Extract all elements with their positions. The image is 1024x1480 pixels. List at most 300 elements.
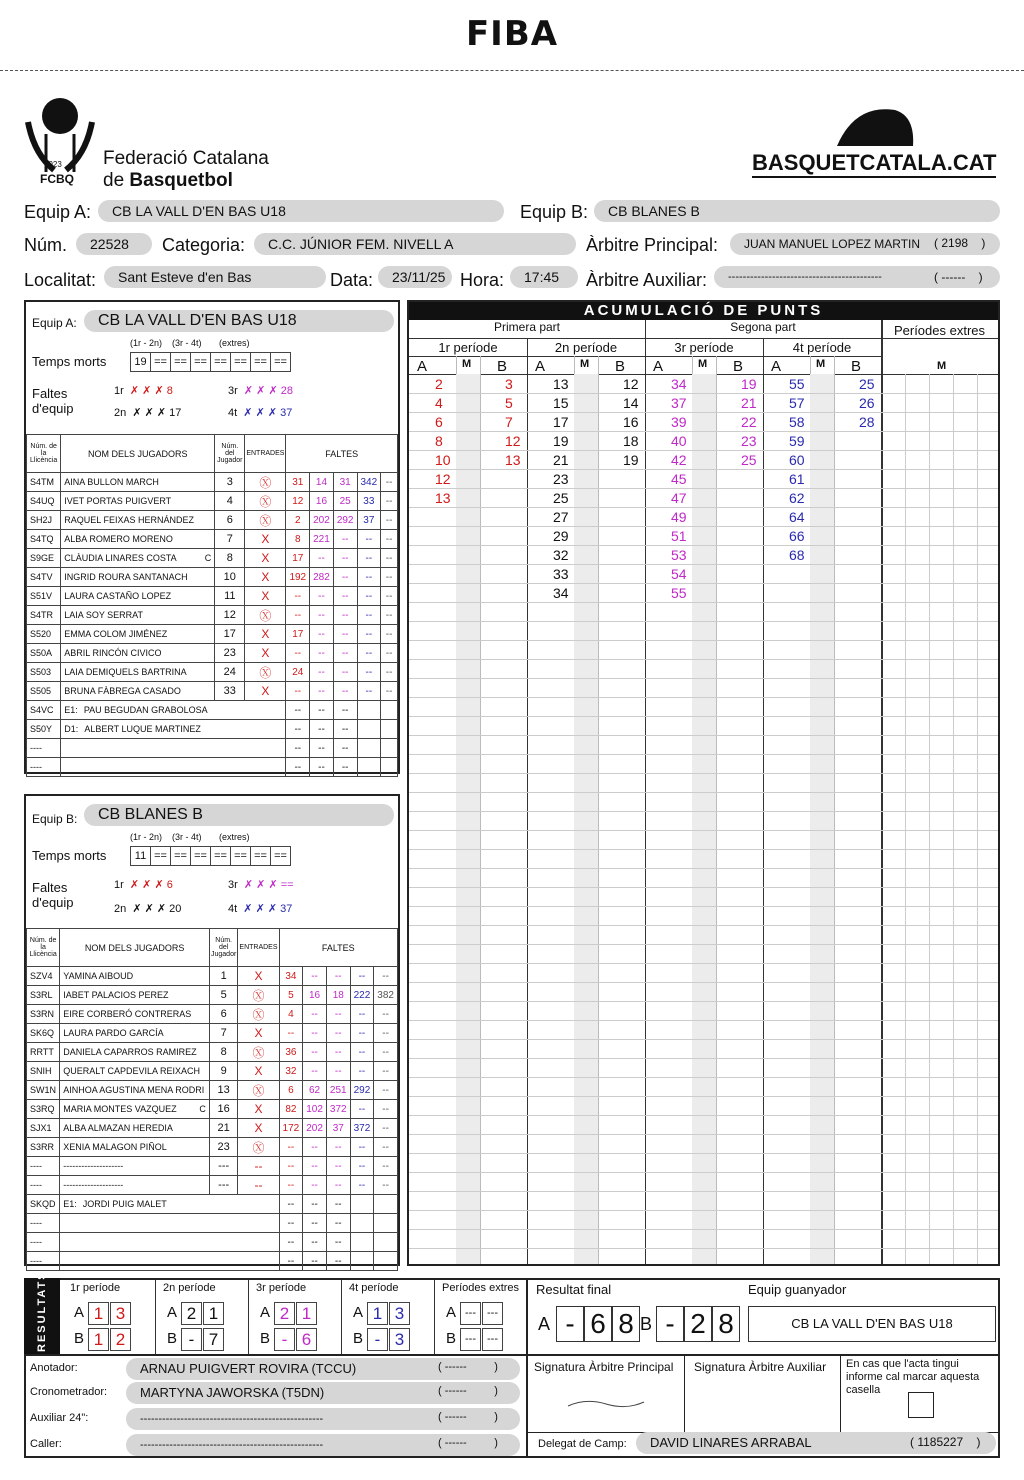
final-a-letter: A — [538, 1314, 551, 1334]
aux-referee-code-value: ------ — [941, 270, 966, 284]
staff-foul-cell: -- — [333, 720, 357, 739]
fcbq-logo — [24, 94, 96, 186]
quarter-team-letter: B — [260, 1330, 271, 1347]
divider — [0, 70, 1024, 71]
federation-name — [103, 148, 269, 192]
player-row — [27, 473, 398, 492]
foul-cell: -- — [350, 967, 374, 986]
staff-foul-cell: -- — [286, 701, 310, 720]
running-score-a: 64 — [789, 509, 805, 525]
foul-cell: -- — [381, 511, 398, 530]
scorer-label: Anotador: — [30, 1362, 78, 1374]
winner-label: Equip guanyador — [748, 1282, 847, 1297]
foul-cell: -- — [333, 644, 357, 663]
date-field: 23/11/25 — [378, 266, 452, 288]
aux24-code-value: ( ------ — [438, 1411, 467, 1423]
player-name-cell — [61, 587, 215, 606]
quarter-score-digit: --- — [482, 1328, 503, 1351]
caller-label: Caller: — [30, 1438, 62, 1450]
foul-cell: -- — [286, 644, 310, 663]
player-name: YAMINA AIBOUD — [63, 971, 134, 981]
protest-note: En cas que l'acta tingui informe cal marcar aquesta casella — [846, 1358, 980, 1396]
entry-mark: X — [245, 587, 286, 606]
running-score-a: 13 — [435, 490, 451, 506]
final-result-box — [526, 1278, 1002, 1354]
staff-foul-cell — [374, 1252, 398, 1271]
licence: S3RL — [27, 986, 60, 1005]
player-name: LAURA CASTAÑO LOPEZ — [64, 591, 172, 601]
final-a-digit: 8 — [612, 1306, 640, 1342]
player-number: 9 — [209, 1062, 238, 1081]
foul-cell: -- — [326, 1062, 350, 1081]
foul-cell: -- — [381, 682, 398, 701]
running-score-a: 62 — [789, 490, 805, 506]
player-name: ABRIL RINCÓN CIVICO — [64, 648, 162, 658]
caller-code-value: ( ------ — [438, 1437, 467, 1449]
foul-cell: -- — [381, 606, 398, 625]
staff-foul-cell — [381, 758, 398, 777]
col-licence-header: Núm. de la Llicència — [27, 435, 61, 473]
foul-cell: -- — [279, 1157, 303, 1176]
second-half-label: Segona part — [730, 320, 796, 334]
staff-foul-cell: -- — [303, 1233, 327, 1252]
staff-foul-cell: -- — [326, 1214, 350, 1233]
fouls-q4-value: 37 — [280, 407, 293, 419]
foul-cell: -- — [286, 606, 310, 625]
player-number: --- — [209, 1176, 238, 1195]
timeouts-label: Temps morts — [32, 354, 107, 369]
federation-line2a: de — [103, 170, 130, 191]
foul-cell: -- — [279, 1138, 303, 1157]
extra-periods-label: Períodes extres — [893, 323, 986, 338]
quarter-team-letter: B — [167, 1330, 178, 1347]
period1-label: 1r període — [438, 340, 498, 355]
foul-cell: -- — [374, 967, 398, 986]
foul-cell: 25 — [333, 492, 357, 511]
running-score-a: 25 — [553, 490, 569, 506]
final-b-score — [656, 1306, 740, 1342]
licence: S51V — [27, 587, 61, 606]
player-name: DANIELA CAPARROS RAMIREZ — [63, 1047, 197, 1057]
licence: SK6Q — [27, 1024, 60, 1043]
running-score-b: 23 — [741, 433, 757, 449]
col-number-header: Núm. del Jugador — [215, 435, 245, 473]
timeout-box: == — [151, 353, 171, 372]
timeout-box: == — [271, 353, 291, 372]
running-score-a: 4 — [435, 395, 443, 411]
foul-cell: 32 — [279, 1062, 303, 1081]
timeout-box: == — [171, 847, 191, 866]
foul-cell: -- — [279, 1024, 303, 1043]
running-score-a: 60 — [789, 452, 805, 468]
staff-foul-cell: -- — [310, 701, 334, 720]
staff-licence: S50Y — [27, 720, 61, 739]
player-row — [27, 663, 398, 682]
staff-role: E1: — [63, 1199, 77, 1209]
aux24-field: -------------------------------------------------- — [126, 1408, 520, 1430]
player-name-cell — [61, 644, 215, 663]
quarter-result-label: 4t període — [349, 1282, 399, 1294]
quarter-score-digit: 2 — [110, 1328, 131, 1351]
running-score-a: 2 — [435, 376, 443, 392]
running-score-b: 12 — [505, 433, 521, 449]
foul-cell: -- — [381, 473, 398, 492]
staff-foul-cell — [350, 1233, 374, 1252]
player-name: XENIA MALAGON PIÑOL — [63, 1142, 167, 1152]
foul-cell: -- — [357, 644, 381, 663]
foul-cell: 372 — [350, 1119, 374, 1138]
locality-label: Localitat: — [24, 270, 97, 290]
staff-name: PAU BEGUDAN GRABOLOSA — [83, 705, 208, 715]
foul-cell: -- — [303, 1024, 327, 1043]
player-name-cell — [60, 967, 210, 986]
foul-cell: 31 — [333, 473, 357, 492]
staff-row — [27, 739, 398, 758]
category-label: Categoria: — [162, 235, 246, 255]
running-score-a: 33 — [553, 566, 569, 582]
player-name: LAURA PARDO GARCÍA — [63, 1028, 164, 1038]
foul-cell: -- — [350, 1005, 374, 1024]
player-name: AINA BULLON MARCH — [64, 477, 159, 487]
player-row — [27, 1176, 398, 1195]
period4-label: 4t període — [792, 340, 852, 355]
quarter-score-digit: 2 — [181, 1302, 202, 1325]
player-number: --- — [209, 1157, 238, 1176]
timeout-box: == — [191, 847, 211, 866]
foul-cell: -- — [357, 682, 381, 701]
col-name-header: NOM DELS JUGADORS — [60, 929, 210, 967]
foul-cell: -- — [326, 967, 350, 986]
staff-name-cell — [61, 720, 286, 739]
running-score-b: 14 — [623, 395, 639, 411]
licence: S3RN — [27, 1005, 60, 1024]
foul-cell: -- — [333, 663, 357, 682]
aux-referee-field: ------------------------------------------ — [714, 266, 1000, 288]
staff-foul-cell: -- — [326, 1233, 350, 1252]
running-score-b: 7 — [505, 414, 513, 430]
running-score-a: 57 — [789, 395, 805, 411]
player-number: 5 — [209, 986, 238, 1005]
foul-cell: 102 — [303, 1100, 327, 1119]
entry-mark: X — [238, 1062, 279, 1081]
site-name: BASQUETCATALA.CAT — [752, 150, 996, 178]
signature-aux-label: Signatura Àrbitre Auxiliar — [694, 1360, 827, 1374]
player-number: 16 — [209, 1100, 238, 1119]
column-letter: A — [535, 358, 546, 375]
fouls-q2-value: 20 — [169, 903, 182, 915]
team-a-label: Equip A: — [24, 202, 92, 222]
delegate-code-value: ( 1185227 — [910, 1435, 964, 1449]
running-score-a: 40 — [671, 433, 687, 449]
foul-cell: -- — [333, 587, 357, 606]
staff-foul-cell: -- — [286, 758, 310, 777]
running-score-b: 26 — [859, 395, 875, 411]
team-fouls-q2: 2n ✗ ✗ ✗ 20 — [114, 903, 182, 915]
aux24-label: Auxiliar 24": — [30, 1412, 89, 1424]
grid-values — [409, 302, 998, 1264]
foul-cell: -- — [303, 1176, 327, 1195]
player-row — [27, 606, 398, 625]
entry-mark: X — [245, 644, 286, 663]
player-name: EIRE CORBERÓ CONTRERAS — [63, 1009, 192, 1019]
staff-licence: ---- — [27, 739, 61, 758]
foul-cell: 192 — [286, 568, 310, 587]
entry-mark: Ⓧ — [245, 511, 286, 530]
licence: S4TQ — [27, 530, 61, 549]
player-name-cell — [60, 1043, 210, 1062]
foul-cell: -- — [350, 1157, 374, 1176]
periods-header: (1r - 2n) (3r - 4t) (extres) — [130, 832, 250, 842]
foul-cell: 251 — [326, 1081, 350, 1100]
foul-cell: 37 — [326, 1119, 350, 1138]
protest-checkbox[interactable] — [908, 1392, 934, 1418]
num-label: Núm. — [24, 235, 68, 255]
referee-signature — [566, 1396, 646, 1410]
hour-field: 17:45 — [510, 266, 578, 288]
team-fouls-q4: 4t ✗ ✗ ✗ 37 — [228, 407, 293, 419]
period2-label: 2n període — [554, 340, 618, 355]
num-field: 22528 — [76, 233, 152, 255]
player-name: RAQUEL FEIXAS HERNÁNDEZ — [64, 515, 194, 525]
player-row — [27, 568, 398, 587]
fouls-q3-value: == — [280, 879, 294, 891]
final-b-digit: 2 — [684, 1306, 712, 1342]
running-score-a: 8 — [435, 433, 443, 449]
foul-cell: -- — [381, 530, 398, 549]
foul-cell: 342 — [357, 473, 381, 492]
foul-cell: -- — [350, 1176, 374, 1195]
foul-cell: 202 — [310, 511, 334, 530]
foul-cell: -- — [374, 1043, 398, 1062]
running-score-a: 45 — [671, 471, 687, 487]
foul-cell: -- — [333, 682, 357, 701]
final-b-letter: B — [640, 1314, 653, 1334]
delegate-field: DAVID LINARES ARRABAL — [636, 1432, 996, 1454]
staff-name-cell — [60, 1252, 279, 1271]
quarter-team-letter: A — [167, 1304, 178, 1321]
final-a-score — [556, 1306, 640, 1342]
entry-mark: Ⓧ — [238, 1043, 279, 1062]
foul-cell: 2 — [286, 511, 310, 530]
foul-cell: 292 — [333, 511, 357, 530]
player-name-cell — [60, 1119, 210, 1138]
foul-cell: 33 — [357, 492, 381, 511]
final-a-digit: 6 — [584, 1306, 612, 1342]
running-score-a: 53 — [671, 547, 687, 563]
staff-foul-cell: -- — [303, 1214, 327, 1233]
foul-cell: -- — [303, 1138, 327, 1157]
running-score-grid — [407, 300, 1000, 1266]
staff-licence: ---- — [27, 1233, 60, 1252]
foul-cell: 12 — [286, 492, 310, 511]
player-row — [27, 986, 398, 1005]
player-row — [27, 1138, 398, 1157]
player-name-cell — [60, 1157, 210, 1176]
scorer-code-value: ( ------ — [438, 1361, 467, 1373]
team-a-panel-label: Equip A: — [32, 316, 77, 330]
licence: SW1N — [27, 1081, 60, 1100]
running-score-a: 66 — [789, 528, 805, 544]
foul-cell: -- — [381, 568, 398, 587]
foul-cell: -- — [286, 682, 310, 701]
player-number: 11 — [215, 587, 245, 606]
col-licence-header: Núm. de la Llicència — [27, 929, 60, 967]
entry-mark: X — [245, 568, 286, 587]
fouls-header: FALTES — [279, 929, 397, 967]
staff-foul-cell — [350, 1195, 374, 1214]
column-letter: B — [851, 358, 862, 375]
running-score-a: 32 — [553, 547, 569, 563]
timeout-box: 19 — [131, 353, 151, 372]
entry-mark: Ⓧ — [245, 663, 286, 682]
staff-foul-cell — [381, 720, 398, 739]
player-name: INGRID ROURA SANTANACH — [64, 572, 188, 582]
foul-cell: -- — [350, 1024, 374, 1043]
col-entries-header: ENTRADES — [245, 435, 286, 473]
player-number: 7 — [209, 1024, 238, 1043]
player-name-cell — [60, 986, 210, 1005]
staff-foul-cell: -- — [279, 1233, 303, 1252]
staff-row — [27, 720, 398, 739]
licence: ---- — [27, 1157, 60, 1176]
player-name-cell — [61, 606, 215, 625]
foul-cell: -- — [279, 1176, 303, 1195]
running-score-a: 47 — [671, 490, 687, 506]
staff-name-cell — [61, 758, 286, 777]
foul-cell: -- — [333, 606, 357, 625]
team-fouls-q4: 4t ✗ ✗ ✗ 37 — [228, 903, 293, 915]
basquetcatala-logo — [835, 104, 915, 148]
player-name-cell — [61, 682, 215, 701]
staff-foul-cell: -- — [310, 739, 334, 758]
entry-mark: Ⓧ — [245, 606, 286, 625]
player-name-cell — [61, 625, 215, 644]
staff-foul-cell: -- — [286, 739, 310, 758]
column-letter: M — [937, 360, 947, 372]
running-score-b: 16 — [623, 414, 639, 430]
results-label-text: RESULTATS — [36, 1270, 48, 1352]
timeout-box: == — [231, 353, 251, 372]
quarter-score-digit: 2 — [274, 1302, 295, 1325]
fouls-header: FALTES — [286, 435, 398, 473]
final-b-digit: - — [656, 1306, 684, 1342]
player-name-cell — [60, 1176, 210, 1195]
entry-mark: X — [238, 967, 279, 986]
foul-cell: -- — [333, 549, 357, 568]
player-number: 6 — [215, 511, 245, 530]
foul-cell: -- — [357, 587, 381, 606]
staff-foul-cell — [357, 758, 381, 777]
staff-foul-cell — [357, 701, 381, 720]
staff-licence: ---- — [27, 758, 61, 777]
entry-mark: X — [245, 530, 286, 549]
foul-cell: -- — [374, 1005, 398, 1024]
foul-cell: -- — [303, 1043, 327, 1062]
foul-cell: 372 — [326, 1100, 350, 1119]
running-score-a: 59 — [789, 433, 805, 449]
licence: S503 — [27, 663, 61, 682]
staff-foul-cell: -- — [310, 720, 334, 739]
running-score-b: 5 — [505, 395, 513, 411]
quarter-result-label: Períodes extres — [442, 1282, 520, 1294]
team-b-label: Equip B: — [520, 202, 589, 222]
player-name: BRUNA FÀBREGA CASADO — [64, 686, 181, 696]
player-name-cell — [60, 1024, 210, 1043]
staff-licence: S4VC — [27, 701, 61, 720]
staff-licence: ---- — [27, 1214, 60, 1233]
quarter-score-digit: 1 — [88, 1328, 109, 1351]
entry-mark: X — [245, 625, 286, 644]
periods-header: (1r - 2n) (3r - 4t) (extres) — [130, 338, 250, 348]
running-score-a: 34 — [553, 585, 569, 601]
running-score-a: 55 — [789, 376, 805, 392]
quarter-score-digit: 1 — [367, 1302, 388, 1325]
player-number: 24 — [215, 663, 245, 682]
player-number: 23 — [215, 644, 245, 663]
foul-cell: -- — [374, 1138, 398, 1157]
foul-cell: 5 — [279, 986, 303, 1005]
quarter-team-letter: A — [446, 1304, 457, 1321]
quarter-score-digit: 3 — [389, 1328, 410, 1351]
player-name: -------------------- — [63, 1180, 124, 1190]
staff-role: D1: — [64, 724, 79, 734]
column-letter: A — [653, 358, 664, 375]
staff-row — [27, 701, 398, 720]
foul-cell: 6 — [279, 1081, 303, 1100]
fouls-q3-value: 28 — [280, 385, 293, 397]
player-number: 4 — [215, 492, 245, 511]
player-row — [27, 549, 398, 568]
licence: S4UQ — [27, 492, 61, 511]
team-a-field: CB LA VALL D'EN BAS U18 — [98, 200, 504, 222]
player-row — [27, 1043, 398, 1062]
entry-mark: Ⓧ — [238, 1138, 279, 1157]
timeout-box: == — [211, 353, 231, 372]
locality-field: Sant Esteve d'en Bas — [104, 266, 326, 288]
foul-cell: -- — [374, 1176, 398, 1195]
running-score-a: 37 — [671, 395, 687, 411]
timeout-box: == — [251, 847, 271, 866]
column-letter: M — [580, 358, 590, 370]
player-name-cell — [61, 549, 215, 568]
quarter-result-label: 2n període — [163, 1282, 216, 1294]
quarter-result-label: 3r període — [256, 1282, 307, 1294]
staff-foul-cell: -- — [326, 1195, 350, 1214]
player-row — [27, 1157, 398, 1176]
foul-cell: -- — [374, 1024, 398, 1043]
staff-foul-cell — [374, 1233, 398, 1252]
running-score-a: 21 — [553, 452, 569, 468]
quarter-score-digit: 1 — [296, 1302, 317, 1325]
player-row — [27, 1062, 398, 1081]
delegate-code: ( 1185227 ) — [910, 1435, 981, 1449]
foul-cell: 31 — [286, 473, 310, 492]
running-score-b: 18 — [623, 433, 639, 449]
foul-cell: -- — [310, 625, 334, 644]
running-score-a: 13 — [553, 376, 569, 392]
fouls-q1-value: 6 — [166, 879, 173, 891]
foul-cell: 382 — [374, 986, 398, 1005]
licence: S50A — [27, 644, 61, 663]
team-fouls-label: Faltes d'equip — [32, 880, 74, 910]
vertical-divider — [526, 1354, 528, 1458]
referee-code-value: 2198 — [941, 236, 969, 250]
running-score-b: 12 — [623, 376, 639, 392]
col-entries-header: ENTRADES — [238, 929, 279, 967]
quarter-score-digit: 1 — [88, 1302, 109, 1325]
timer-code: ( ------ ) — [438, 1385, 498, 1397]
logo-abbr: FCBQ — [40, 172, 74, 186]
